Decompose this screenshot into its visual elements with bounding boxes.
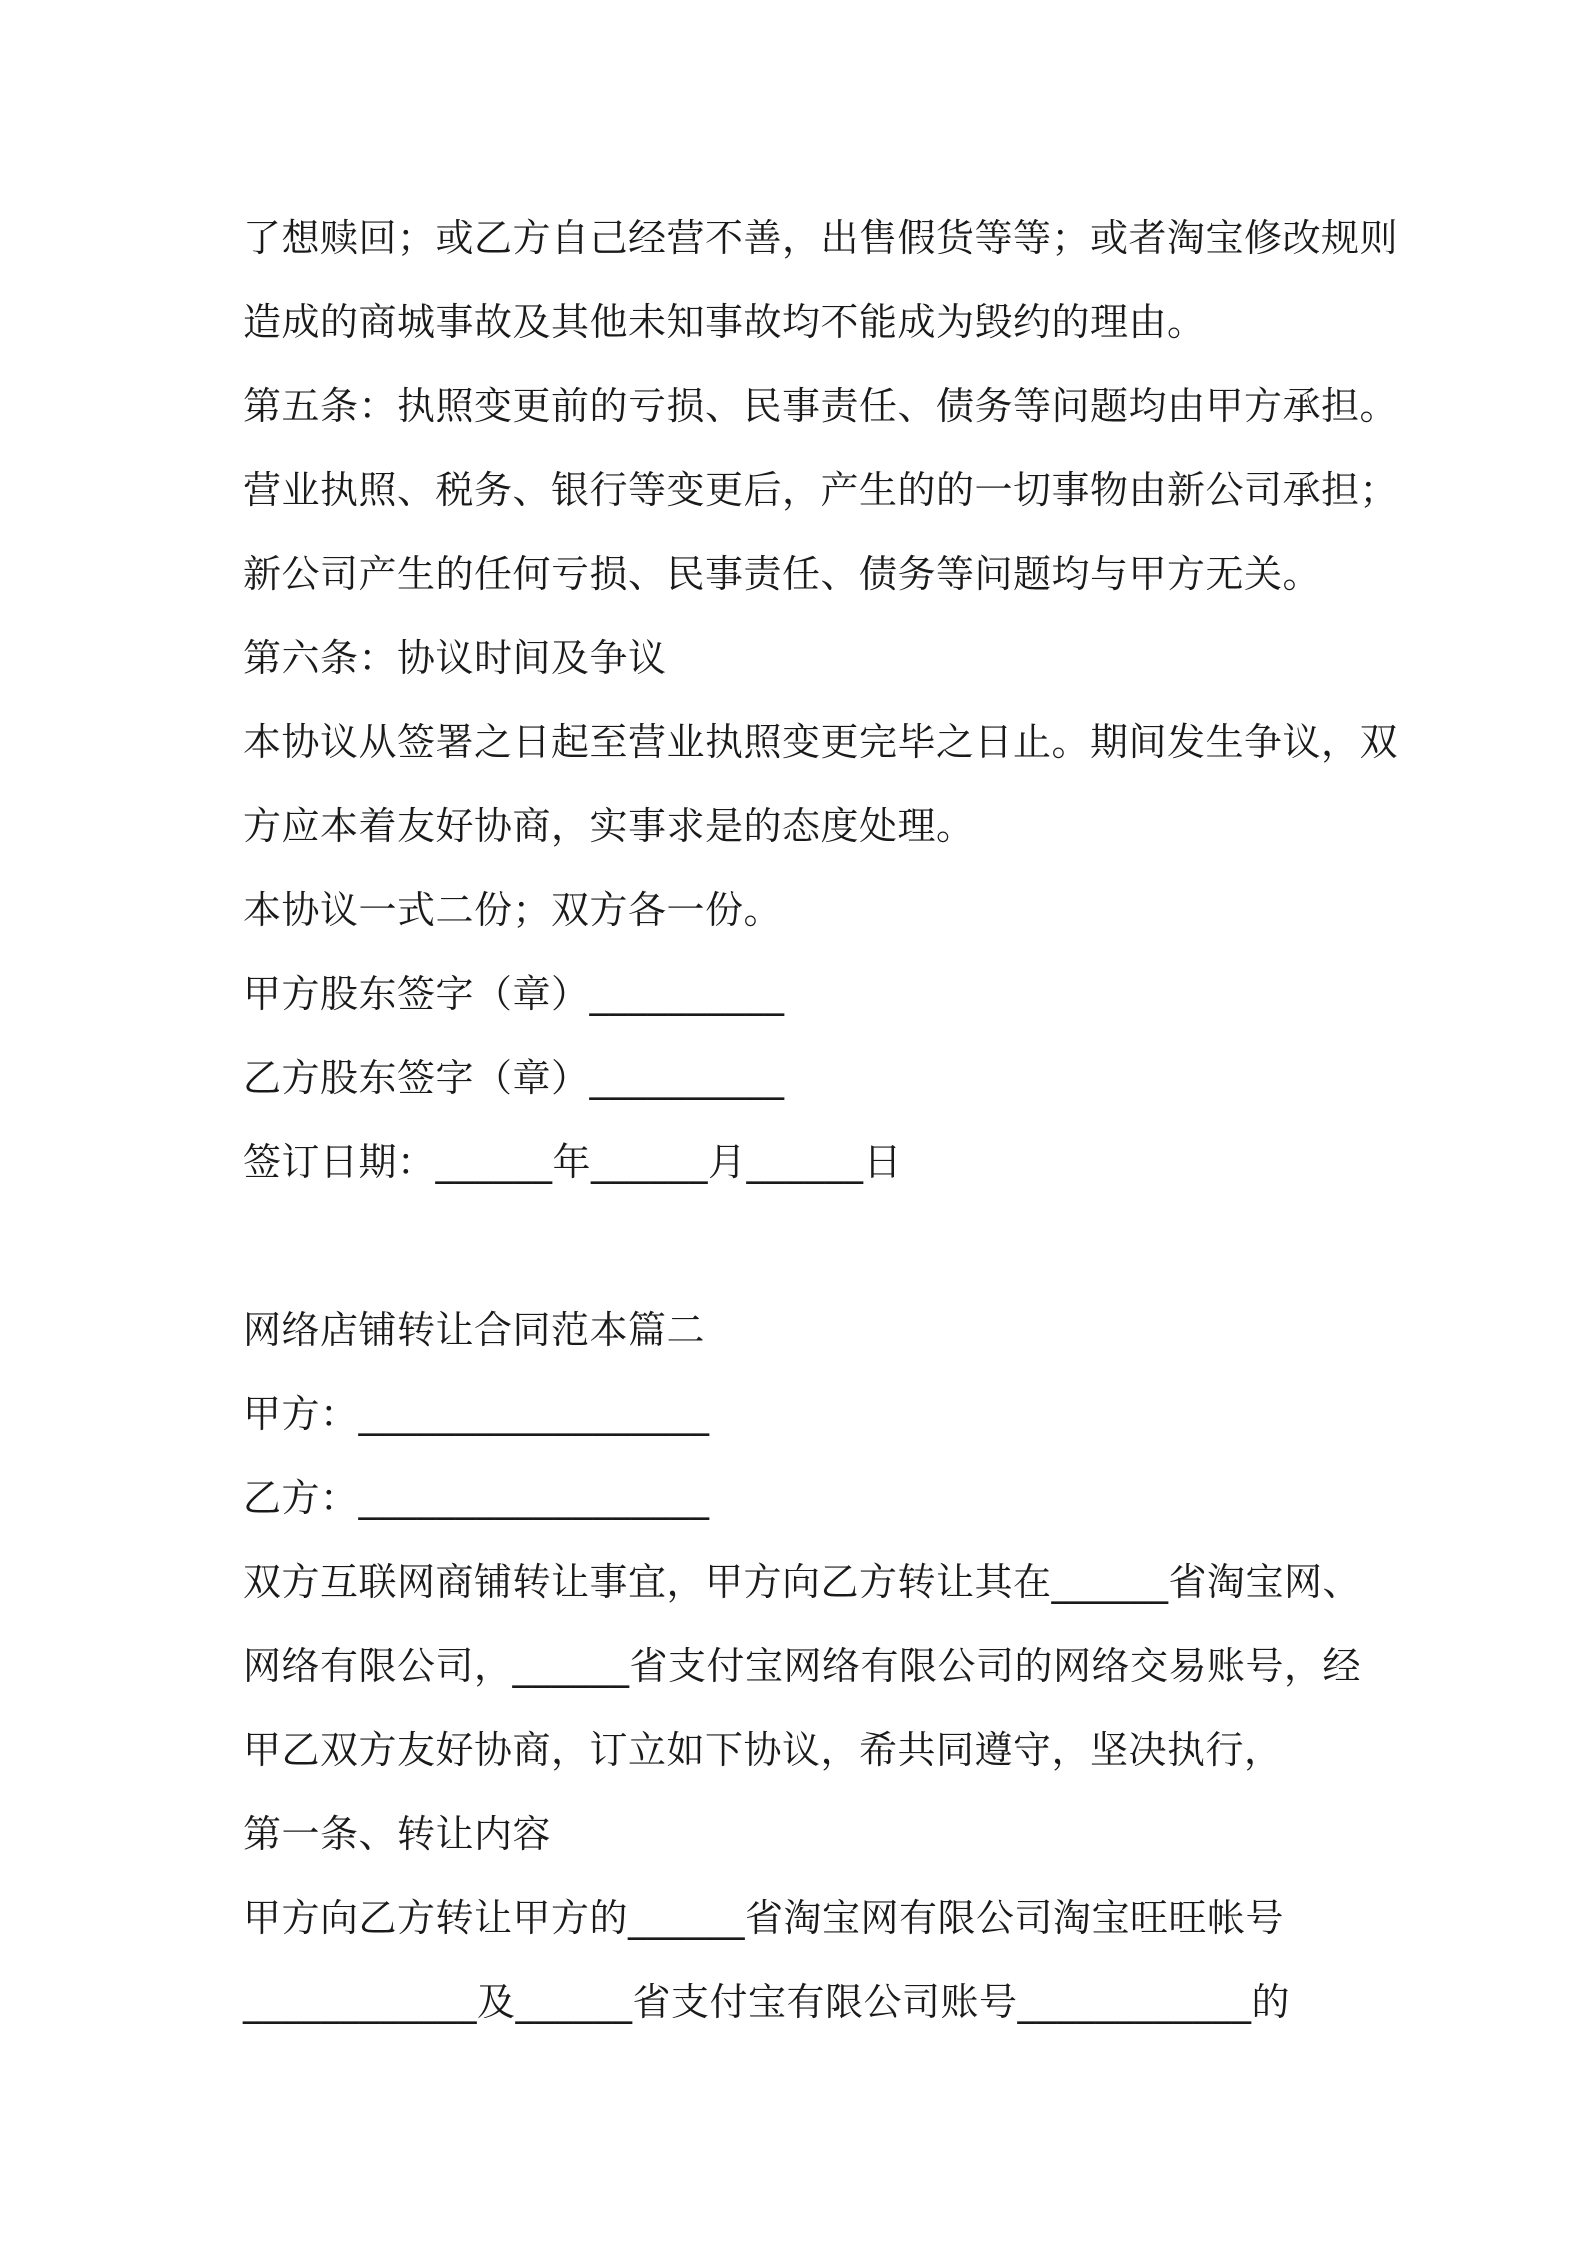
paragraph-line: 甲乙双方友好协商，订立如下协议，希共同遵守，坚决执行， <box>243 1728 1283 1772</box>
document-body <box>243 196 1399 2044</box>
paragraph-line: 甲方向乙方转让甲方的______省淘宝网有限公司淘宝旺旺帐号 <box>243 1896 1285 1940</box>
paragraph-line: ____________及______省支付宝有限公司账号____________的 <box>243 1980 1291 2024</box>
paragraph-line: 营业执照、税务、银行等变更后，产生的的一切事物由新公司承担； <box>243 468 1399 512</box>
paragraph-line: 方应本着友好协商，实事求是的态度处理。 <box>243 804 975 848</box>
paragraph-line: 了想赎回；或乙方自己经营不善，出售假货等等；或者淘宝修改规则 <box>243 216 1399 260</box>
section-title: 网络店铺转让合同范本篇二 <box>243 1308 706 1352</box>
paragraph-line: 新公司产生的任何亏损、民事责任、债务等问题均与甲方无关。 <box>243 552 1322 596</box>
section-spacer <box>243 1204 1353 1288</box>
paragraph-line: 本协议一式二份；双方各一份。 <box>243 888 783 932</box>
clause-1-heading: 第一条、转让内容 <box>243 1812 552 1856</box>
paragraph-line: 网络有限公司，______省支付宝网络有限公司的网络交易账号，经 <box>243 1644 1362 1688</box>
party-b-line: 乙方：__________________ <box>243 1476 710 1520</box>
signing-date-line: 签订日期：______年______月______日 <box>243 1140 903 1184</box>
paragraph-line: 双方互联网商铺转让事宜，甲方向乙方转让其在______省淘宝网、 <box>243 1560 1362 1604</box>
party-a-signature-line: 甲方股东签字（章）__________ <box>243 972 785 1016</box>
paragraph-line: 本协议从签署之日起至营业执照变更完毕之日止。期间发生争议，双 <box>243 720 1399 764</box>
clause-6-heading: 第六条：协议时间及争议 <box>243 636 667 680</box>
party-b-signature-line: 乙方股东签字（章）__________ <box>243 1056 785 1100</box>
party-a-line: 甲方：__________________ <box>243 1392 710 1436</box>
paragraph-line: 造成的商城事故及其他未知事故均不能成为毁约的理由。 <box>243 300 1206 344</box>
clause-5-heading: 第五条：执照变更前的亏损、民事责任、债务等问题均由甲方承担。 <box>243 384 1399 428</box>
